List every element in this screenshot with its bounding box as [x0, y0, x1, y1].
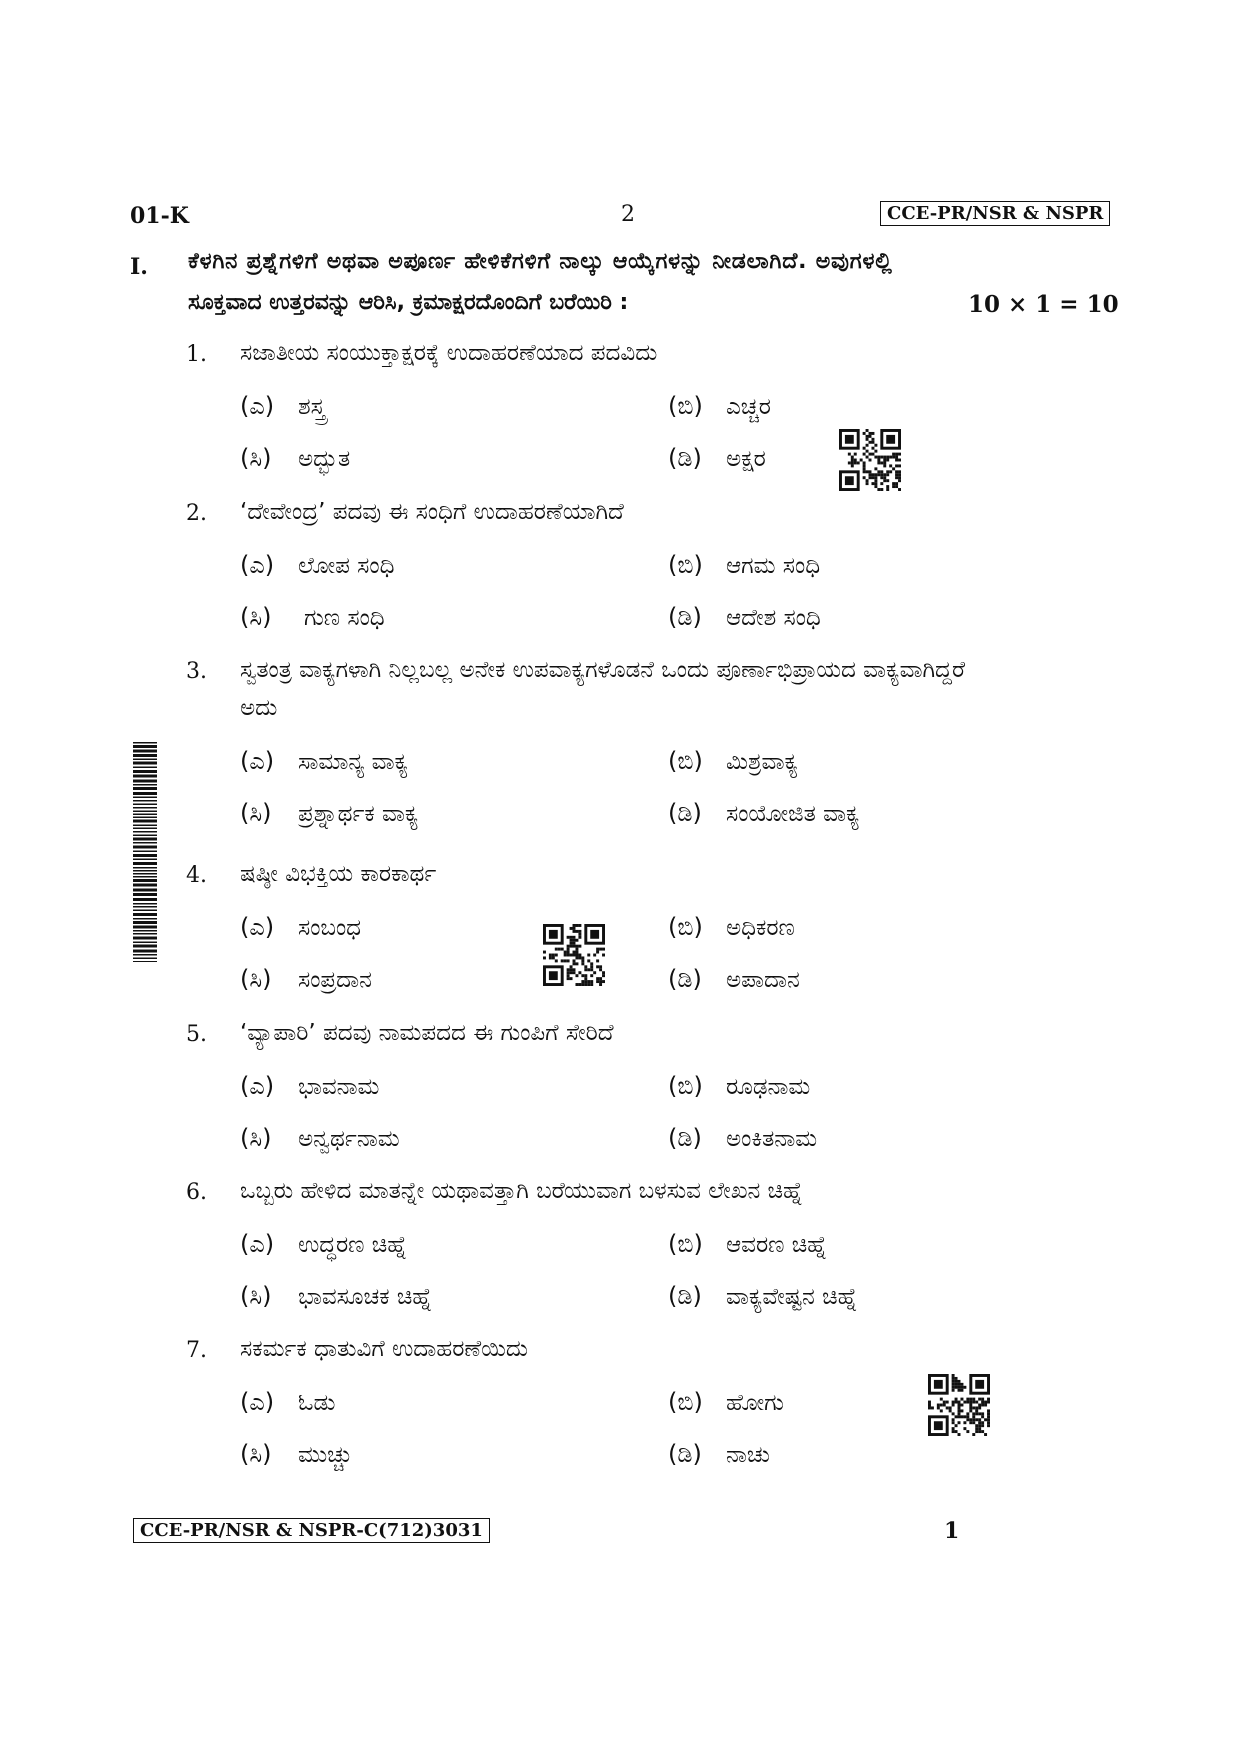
question-number: 2.: [186, 501, 207, 526]
option-b: ಆಗಮ ಸಂಧಿ: [726, 553, 821, 579]
option-c: ಅದ್ಭುತ: [298, 446, 351, 472]
option-a: ಉದ್ಧರಣ ಚಿಹ್ನೆ: [298, 1232, 408, 1258]
qr-code-icon: [543, 924, 605, 986]
option-b: ಮಿಶ್ರವಾಕ್ಯ: [726, 749, 798, 775]
option-label: (ಡಿ): [668, 444, 702, 472]
question-text: ‘ದೇವೇಂದ್ರ’ ಪದವು ಈ ಸಂಧಿಗೆ ಉದಾಹರಣೆಯಾಗಿದೆ: [240, 499, 624, 525]
option-label: (ಎ): [240, 1230, 275, 1258]
option-d: ವಾಕ್ಯವೇಷ್ಟನ ಚಿಹ್ನೆ: [726, 1284, 858, 1310]
question-number: 7.: [186, 1338, 207, 1363]
option-c: ಭಾವಸೂಚಕ ಚಿಹ್ನೆ: [298, 1284, 433, 1310]
option-a: ಲೋಪ ಸಂಧಿ: [298, 553, 395, 579]
option-d: ನಾಚು: [726, 1442, 770, 1468]
option-label: (ಬಿ): [668, 392, 703, 420]
option-label: (ಡಿ): [668, 799, 702, 827]
option-label: (ಬಿ): [668, 747, 703, 775]
instruction-line-2: ಸೂಕ್ತವಾದ ಉತ್ತರವನ್ನು ಆರಿಸಿ, ಕ್ರಮಾಕ್ಷರದೊಂದಿಗೆ ಬರೆಯಿರಿ :: [188, 290, 629, 315]
option-label: (ಸಿ): [240, 444, 272, 472]
option-a: ಶಸ್ತ್ರ: [298, 394, 326, 420]
question-text: ‘ವ್ಯಾಪಾರಿ’ ಪದವು ನಾಮಪದದ ಈ ಗುಂಪಿಗೆ ಸೇರಿದೆ: [240, 1020, 614, 1046]
option-label: (ಎ): [240, 1388, 275, 1416]
option-label: (ಸಿ): [240, 1282, 272, 1310]
marks-scheme: 10 × 1 = 10: [968, 291, 1119, 318]
question-text: ಒಬ್ಬರು ಹೇಳಿದ ಮಾತನ್ನೇ ಯಥಾವತ್ತಾಗಿ ಬರೆಯುವಾಗ ಬಳಸುವ ಲೇಖನ ಚಿಹ್ನೆ: [240, 1178, 803, 1204]
question-text: ಷಷ್ಠೀ ವಿಭಕ್ತಿಯ ಕಾರಕಾರ್ಥ: [240, 861, 437, 887]
instruction-line-1: ಕೆಳಗಿನ ಪ್ರಶ್ನೆಗಳಿಗೆ ಅಥವಾ ಅಪೂರ್ಣ ಹೇಳಿಕೆಗಳಿಗೆ ನಾಲ್ಕು ಆಯ್ಕೆಗಳನ್ನು ನೀಡಲಾಗಿದೆ. ಅವುಗಳಲ್ಲಿ: [188, 249, 893, 274]
option-d: ಅಂಕಿತನಾಮ: [726, 1126, 818, 1152]
option-c: ಅನ್ವರ್ಥನಾಮ: [298, 1126, 400, 1152]
option-label: (ಡಿ): [668, 1124, 702, 1152]
qr-code-icon: [928, 1374, 990, 1436]
option-d: ಆದೇಶ ಸಂಧಿ: [726, 605, 821, 631]
option-label: (ಡಿ): [668, 965, 702, 993]
footer-code-box: CCE-PR/NSR & NSPR-C(712)3031: [133, 1518, 490, 1543]
question-number: 4.: [186, 863, 207, 888]
option-d: ಅಪಾದಾನ: [726, 967, 800, 993]
question-number: 6.: [186, 1180, 207, 1205]
paper-code: 01-K: [130, 203, 189, 229]
option-label: (ಡಿ): [668, 1282, 702, 1310]
option-label: (ಬಿ): [668, 1230, 703, 1258]
option-b: ಹೋಗು: [726, 1390, 784, 1416]
question-text: ಸ್ವತಂತ್ರ ವಾಕ್ಯಗಳಾಗಿ ನಿಲ್ಲಬಲ್ಲ ಅನೇಕ ಉಪವಾಕ್ಯಗಳೊಡನೆ ಒಂದು ಪೂರ್ಣಾಭಿಪ್ರಾಯದ ವಾಕ್ಯವಾಗಿದ್ದರೆ: [240, 657, 966, 683]
option-label: (ಸಿ): [240, 1124, 272, 1152]
qr-code-icon: [839, 429, 901, 491]
option-c: ಪ್ರಶ್ನಾರ್ಥಕ ವಾಕ್ಯ: [298, 801, 419, 827]
question-text: ಸಜಾತೀಯ ಸಂಯುಕ್ತಾಕ್ಷರಕ್ಕೆ ಉದಾಹರಣೆಯಾದ ಪದವಿದು: [240, 340, 658, 366]
option-label: (ಡಿ): [668, 1440, 702, 1468]
option-d: ಸಂಯೋಜಿತ ವಾಕ್ಯ: [726, 801, 860, 827]
option-c: ಸಂಪ್ರದಾನ: [298, 967, 372, 993]
option-label: (ಬಿ): [668, 913, 703, 941]
question-number: 3.: [186, 659, 207, 684]
option-d: ಅಕ್ಷರ: [726, 446, 766, 472]
option-a: ಓಡು: [298, 1390, 336, 1416]
option-label: (ಎ): [240, 747, 275, 775]
option-a: ಸಂಬಂಧ: [298, 915, 362, 941]
option-label: (ಎ): [240, 551, 275, 579]
option-c: ಗುಣ ಸಂಧಿ: [304, 605, 385, 631]
option-label: (ಡಿ): [668, 603, 702, 631]
option-label: (ಎ): [240, 1072, 275, 1100]
question-text-continued: ಅದು: [240, 695, 278, 721]
section-number: I.: [130, 254, 148, 280]
option-label: (ಸಿ): [240, 799, 272, 827]
barcode-icon: [133, 742, 157, 962]
option-a: ಸಾಮಾನ್ಯ ವಾಕ್ಯ: [298, 749, 409, 775]
option-label: (ಸಿ): [240, 1440, 272, 1468]
option-b: ಅಧಿಕರಣ: [726, 915, 795, 941]
option-label: (ಸಿ): [240, 965, 272, 993]
question-number: 1.: [186, 342, 207, 367]
option-b: ಎಚ್ಚರ: [726, 394, 771, 420]
option-label: (ಎ): [240, 913, 275, 941]
option-label: (ಬಿ): [668, 1388, 703, 1416]
series-box: CCE-PR/NSR & NSPR: [880, 201, 1110, 226]
sheet-number: 1: [944, 1518, 960, 1544]
option-c: ಮುಚ್ಚು: [298, 1442, 353, 1468]
option-label: (ಸಿ): [240, 603, 272, 631]
page-number: 2: [621, 202, 635, 227]
option-b: ರೂಢನಾಮ: [726, 1074, 811, 1100]
option-label: (ಬಿ): [668, 551, 703, 579]
option-a: ಭಾವನಾಮ: [298, 1074, 380, 1100]
option-b: ಆವರಣ ಚಿಹ್ನೆ: [726, 1232, 828, 1258]
question-number: 5.: [186, 1022, 207, 1047]
option-label: (ಎ): [240, 392, 275, 420]
question-text: ಸಕರ್ಮಕ ಧಾತುವಿಗೆ ಉದಾಹರಣೆಯಿದು: [240, 1336, 529, 1362]
option-label: (ಬಿ): [668, 1072, 703, 1100]
